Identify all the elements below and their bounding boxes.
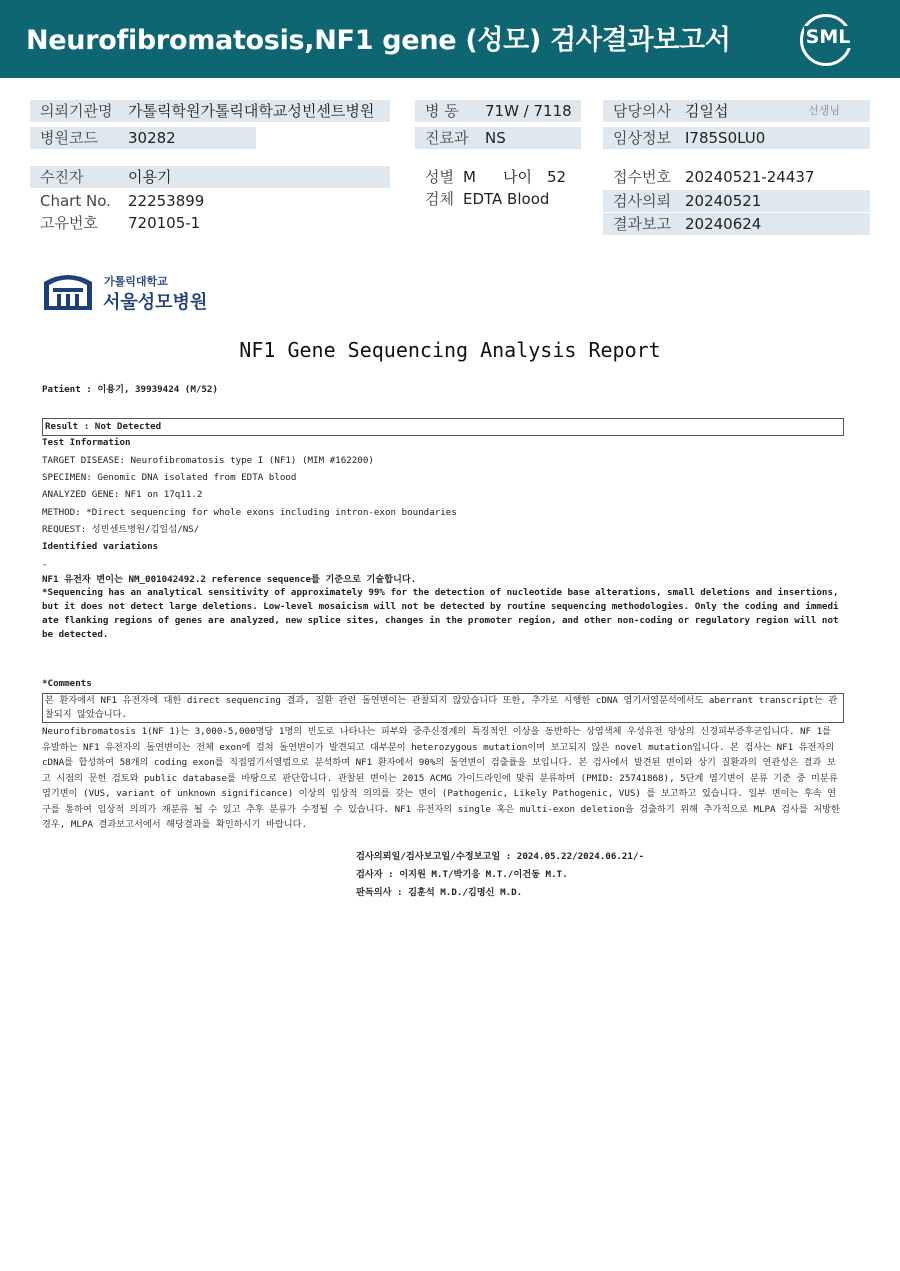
result-box: Result : Not Detected bbox=[42, 418, 844, 436]
receipt-no-label: 접수번호 bbox=[613, 168, 671, 186]
hospital-university-name: 가톨릭대학교 bbox=[104, 275, 168, 288]
hospital-code-label: 병원코드 bbox=[40, 129, 98, 147]
institution-label: 의뢰기관명 bbox=[40, 102, 113, 120]
doctor-suffix: 선생님 bbox=[808, 104, 840, 117]
institution-field bbox=[30, 100, 390, 122]
comments-heading: *Comments bbox=[42, 678, 92, 689]
result-date-value: 20240624 bbox=[685, 215, 762, 233]
ward-value: 71W / 7118 bbox=[485, 102, 572, 120]
department-label: 진료과 bbox=[425, 129, 469, 147]
comment-boxed: 본 환자에서 NF1 유전자에 대한 direct sequencing 결과, 질환 관련 돌연변이는 관찰되지 않았습니다 또한, 추가로 시행한 cDNA 염기서열분석에서도 aberrant transcript는 관찰되지 않았습니다. bbox=[42, 693, 844, 723]
sml-logo-text: SML bbox=[805, 26, 851, 48]
ward-label: 병 동 bbox=[425, 102, 459, 120]
tester-line: 검사자 : 이지원 M.T/박기응 M.T./이건동 M.T. bbox=[356, 869, 568, 880]
age-label: 나이 bbox=[503, 168, 532, 186]
sensitivity-note: *Sequencing has an analytical sensitivity of approximately 99% for the detection of nucleotide base alterations, small deletions and insertions, but it does not detect large deletions. Low-level mosaicism will not be detected by routine sequencing methodologies. Only the coding and immediate flanking regions of genes are analyzed, new splice sites, changes in the promoter region, and other non-coding or regulatory region will not be detected. bbox=[42, 587, 839, 640]
hospital-code-field bbox=[30, 127, 256, 149]
receipt-no-value: 20240521-24437 bbox=[685, 168, 815, 186]
report-title: NF1 Gene Sequencing Analysis Report bbox=[239, 338, 661, 362]
specimen-label: 검체 bbox=[425, 190, 454, 208]
reference-sequence-line: NF1 유전자 변이는 NM_001042492.2 reference sequence를 기준으로 기술합니다. bbox=[42, 574, 417, 585]
receipt-no-field bbox=[603, 166, 870, 188]
sex-value: M bbox=[463, 168, 476, 186]
clinical-info-value: I785S0LU0 bbox=[685, 129, 766, 147]
report-header bbox=[0, 0, 900, 78]
unique-id-label: 고유번호 bbox=[40, 214, 98, 232]
patient-value: 이용기 bbox=[128, 168, 172, 186]
doctor-field bbox=[603, 100, 870, 122]
specimen-field bbox=[415, 188, 595, 210]
test-info-heading: Test Information bbox=[42, 437, 131, 448]
chart-no-label: Chart No. bbox=[40, 192, 111, 210]
chart-no-value: 22253899 bbox=[128, 192, 205, 210]
result-date-field bbox=[603, 213, 870, 235]
report-dates-line: 검사의뢰일/검사보고일/수정보고일 : 2024.05.22/2024.06.21/- bbox=[356, 851, 645, 862]
unique-id-value: 720105-1 bbox=[128, 214, 201, 232]
request-date-field bbox=[603, 190, 870, 212]
identified-variations-heading: Identified variations bbox=[42, 541, 159, 552]
request-line: REQUEST: 성빈센트병원/김일섭/NS/ bbox=[42, 524, 200, 535]
hospital-name: 서울성모병원 bbox=[103, 292, 208, 313]
specimen-line: SPECIMEN: Genomic DNA isolated from EDTA blood bbox=[42, 472, 297, 483]
clinical-info-field bbox=[603, 127, 870, 149]
patient-field bbox=[30, 166, 390, 188]
clinical-info-label: 임상정보 bbox=[613, 129, 671, 147]
target-disease-line: TARGET DISEASE: Neurofibromatosis type I (NF1) (MIM #162200) bbox=[42, 455, 374, 466]
department-field bbox=[415, 127, 581, 149]
unique-id-field bbox=[30, 212, 390, 234]
institution-value: 가톨릭학원가톨릭대학교성빈센트병원 bbox=[128, 102, 375, 120]
method-line: METHOD: *Direct sequencing for whole exons including intron-exon boundaries bbox=[42, 507, 457, 518]
sex-age-field bbox=[415, 166, 595, 188]
specimen-value: EDTA Blood bbox=[463, 190, 550, 208]
sex-label: 성별 bbox=[425, 168, 454, 186]
chart-no-field bbox=[30, 190, 390, 212]
age-value: 52 bbox=[547, 168, 567, 186]
request-date-label: 검사의뢰 bbox=[613, 192, 671, 210]
result-date-label: 결과보고 bbox=[613, 215, 671, 233]
doctor-value: 김일섭 bbox=[685, 102, 729, 120]
patient-label: 수진자 bbox=[40, 168, 84, 186]
identified-variations-value: - bbox=[42, 559, 48, 570]
request-date-value: 20240521 bbox=[685, 192, 762, 210]
patient-line: Patient : 이용기, 39939424 (M/52) bbox=[42, 384, 218, 395]
comment-body: Neurofibromatosis 1(NF 1)는 3,000-5,000명당 1명의 빈도로 나타나는 피부와 중추신경계의 특징적인 이상을 동반하는 상염색체 우성유전 양상의 신경피부증후군입니다. NF 1를 유발하는 NF1 유전자의 돌연변이는 전체 exon에 걸쳐 돌연변이가 발견되고 대부분이 heterozygous mutation이며 보고되지 않은 novel mutation입니다. 본 검사는 NF1 유전자의 cDNA를 합성하여 58개의 coding exon를 직접염기서열법으로 분석하며 NF1 환자에서 90%의 돌연변이 검출률을 보입니다. 본 검사에서 발견된 변이와 상기 질환과의 연관성은 결과 보고 시점의 문헌 검토와 public database를 바탕으로 판단합니다. 관찰된 변이는 2015 ACMG 가이드라인에 맞춰 분류하며 (PMID: 25741868), 5단계 염기변이 분류 기준 중 미분류 염기변이 (VUS, variant of unknown significance) 이상의 임상적 의의를 갖는 변이 (Pathogenic, Likely Pathogenic, VUS) 를 보고하고 있습니다. 일부 변이는 후속 연구를 통하여 임상적 의의가 재분류 될 수 있고 추후 분류가 수정될 수 있습니다. NF1 유전자의 single 혹은 multi-exon deletion을 검출하기 위해 추가적으로 MLPA 검사를 처방한 경우, MLPA 결과보고서에서 해당결과를 확인하시기 바랍니다. bbox=[42, 726, 840, 830]
analyzed-gene-line: ANALYZED GENE: NF1 on 17q11.2 bbox=[42, 489, 203, 500]
report-header-title: Neurofibromatosis,NF1 gene (성모) 검사결과보고서 bbox=[26, 25, 731, 56]
hospital-code-value: 30282 bbox=[128, 129, 176, 147]
reading-doctor-line: 판독의사 : 김훈석 M.D./김명신 M.D. bbox=[356, 887, 523, 898]
department-value: NS bbox=[485, 129, 506, 147]
ward-field bbox=[415, 100, 581, 122]
doctor-label: 담당의사 bbox=[613, 102, 671, 120]
hospital-logo-icon bbox=[42, 272, 94, 312]
